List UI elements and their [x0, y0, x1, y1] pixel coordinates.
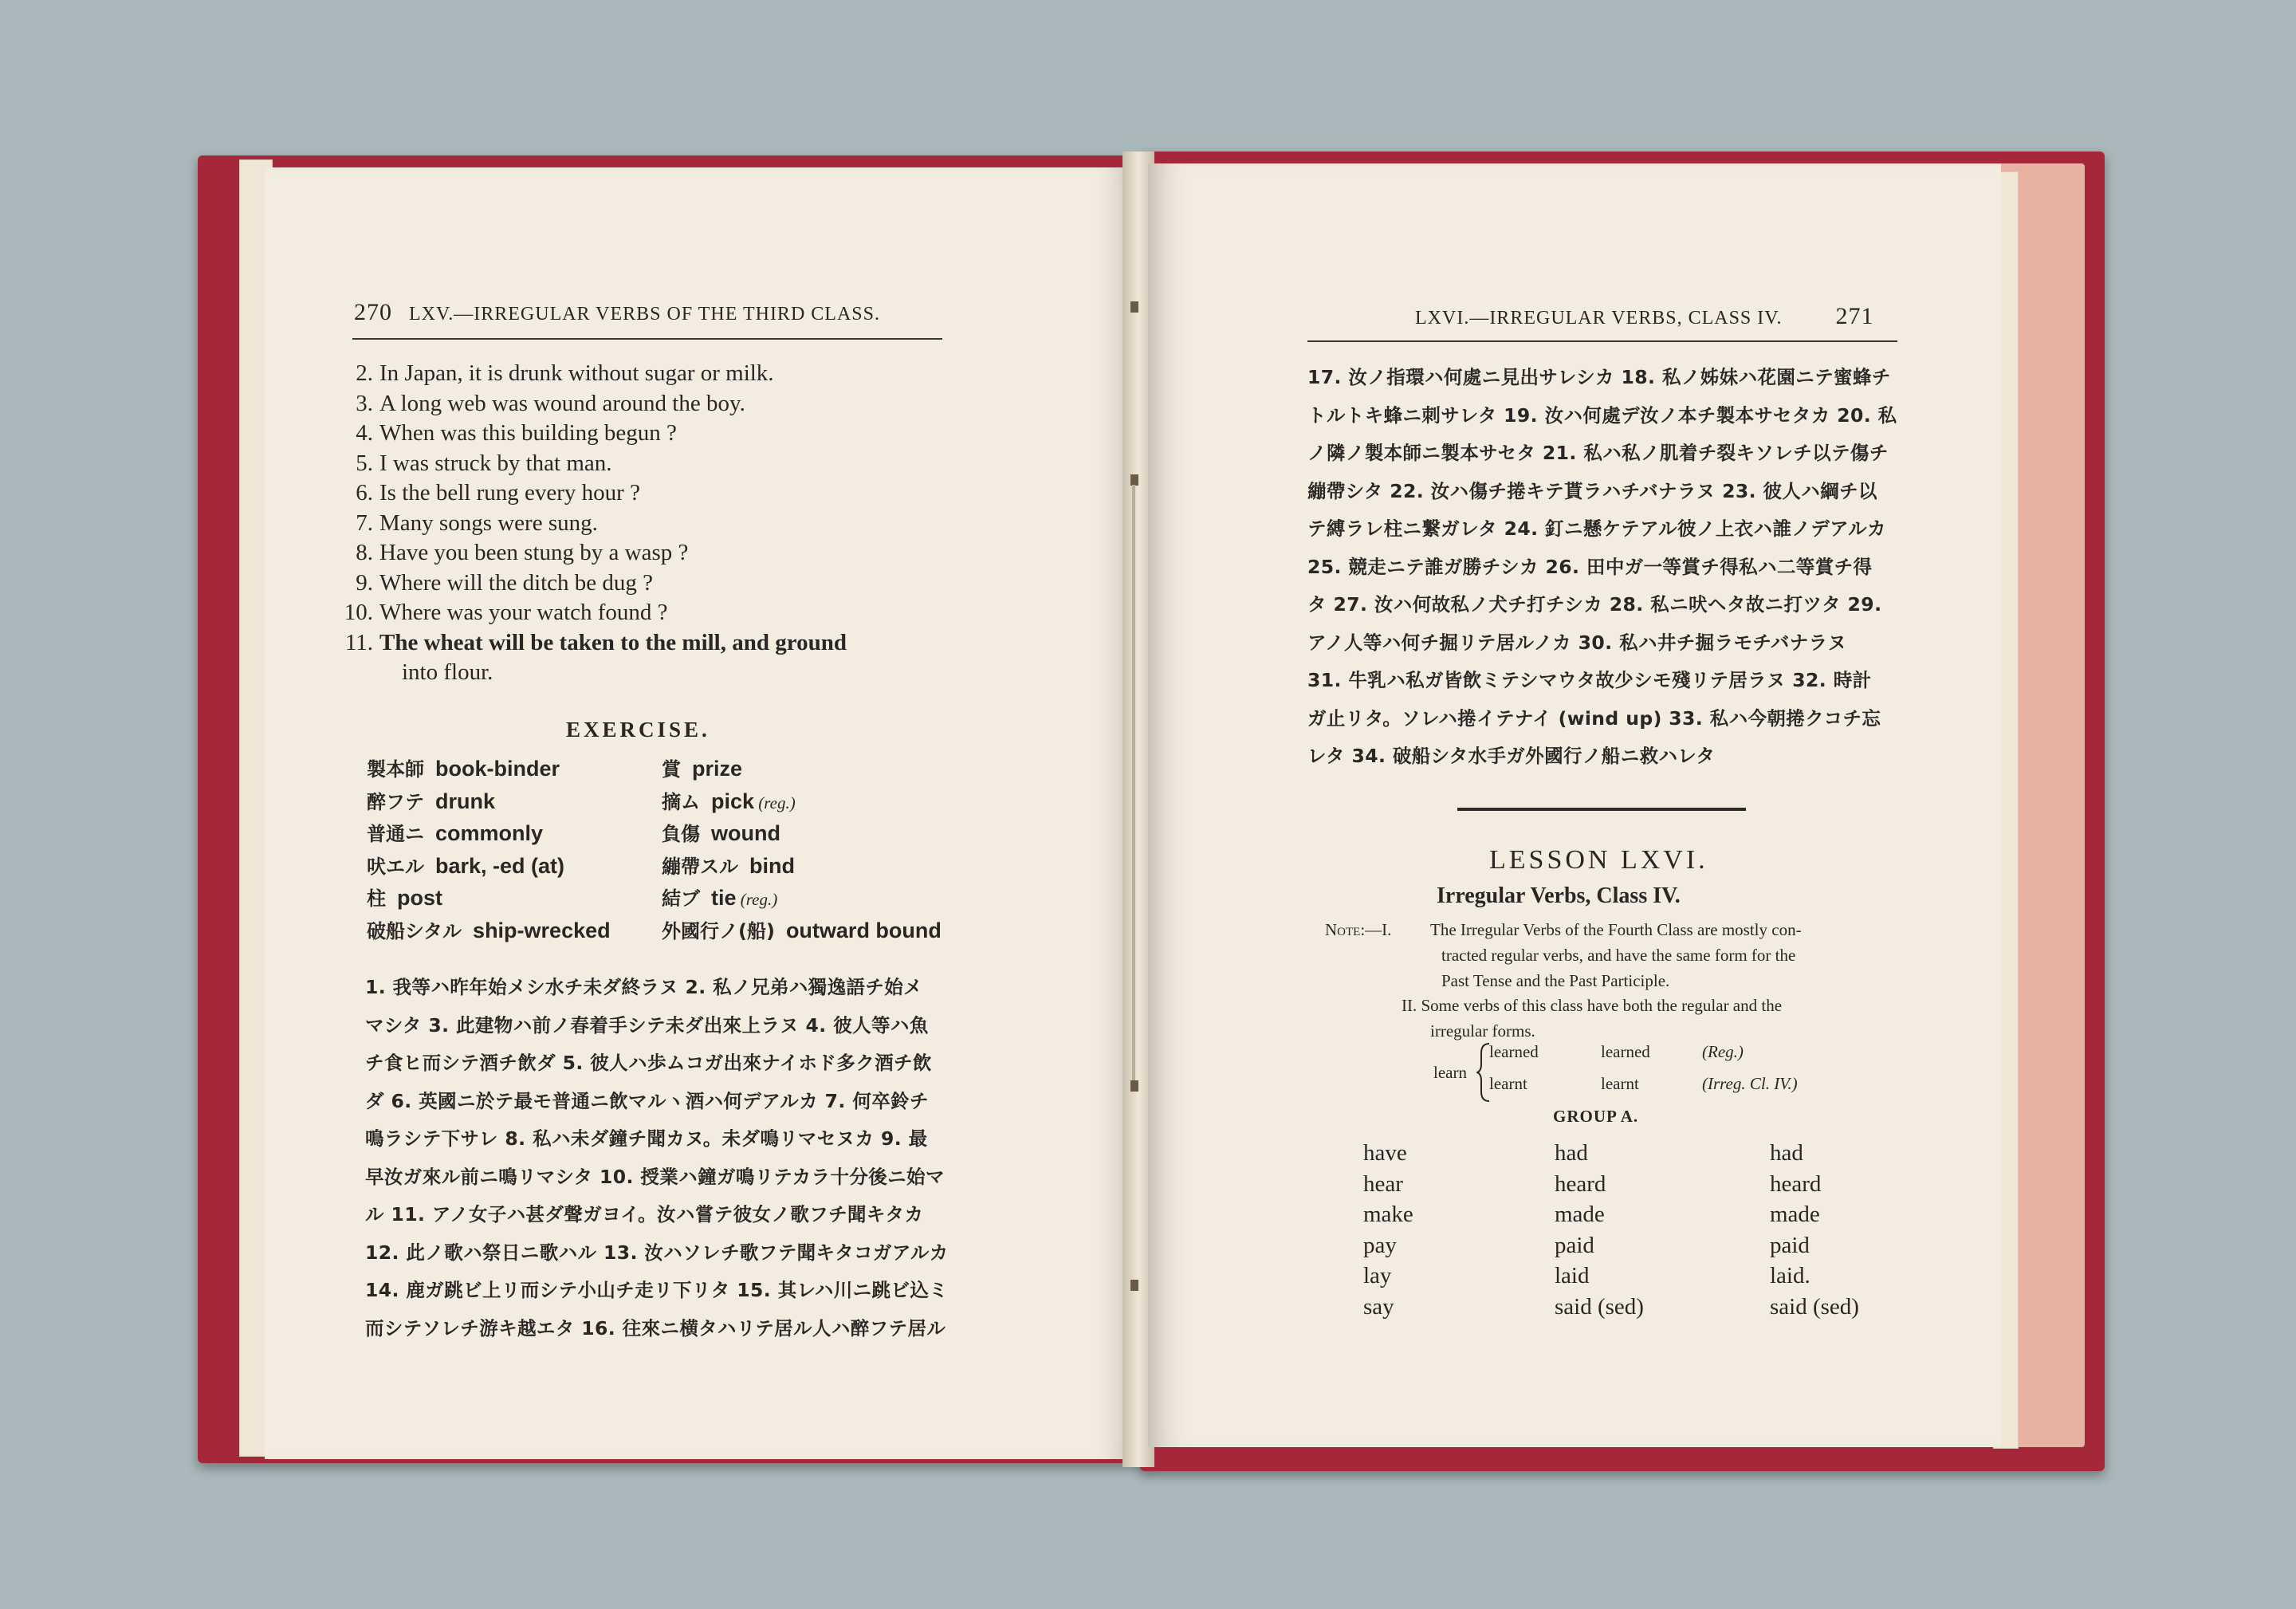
- sentence-number: 4.: [356, 420, 373, 446]
- japanese-line: 早汝ガ來ル前ニ鳴リマシタ 10. 授業ハ鐘ガ鳴リテカラ十分後ニ始マ: [365, 1165, 945, 1188]
- section-divider: [1457, 808, 1746, 811]
- stitch-thread: [1132, 485, 1135, 1091]
- note-second: [1402, 993, 1782, 1044]
- vocab-japanese: 摘ム: [662, 790, 700, 813]
- vocab-english: ship-wrecked: [473, 918, 611, 942]
- learn-row2-b: learnt: [1601, 1074, 1639, 1093]
- stitch: [1130, 1080, 1138, 1092]
- verb-cell: heard: [1770, 1170, 1822, 1197]
- vocab-entry: [367, 883, 442, 911]
- japanese-line: ノ隣ノ製本師ニ製本サセタ 21. 私ハ私ノ肌着チ裂キソレチ以テ傷チ: [1307, 442, 1889, 464]
- verb-cell: say: [1363, 1293, 1394, 1320]
- vocab-english: commonly: [435, 821, 544, 845]
- sentence-line: [330, 449, 847, 479]
- note-line: irregular forms.: [1430, 1021, 1535, 1041]
- sentence-text: A long web was wound around the boy.: [379, 390, 745, 416]
- vocab-entry: [367, 786, 495, 814]
- running-head-title: LXVI.—IRREGULAR VERBS, CLASS IV.: [1415, 308, 1783, 328]
- vocab-entry: [662, 786, 796, 814]
- stitch: [1130, 1280, 1138, 1291]
- vocab-entry: [662, 818, 780, 846]
- verb-cell: lay: [1363, 1263, 1392, 1288]
- japanese-line: タ 27. 汝ハ何故私ノ犬チ打チシカ 28. 私ニ吠ヘタ故ニ打ツタ 29.: [1307, 593, 1882, 616]
- japanese-exercise-text: [1307, 359, 1897, 776]
- vocab-japanese: 製本師: [367, 758, 424, 781]
- learn-row1-b: learned: [1601, 1042, 1650, 1061]
- vocab-japanese: 賞: [662, 758, 681, 781]
- sentence-number: 3.: [356, 390, 373, 416]
- verb-cell: paid: [1555, 1232, 1594, 1258]
- vocab-english: wound: [711, 821, 780, 845]
- sentence-text: Many songs were sung.: [379, 509, 598, 536]
- japanese-exercise-text: [365, 969, 949, 1347]
- vocab-english: book-binder: [435, 757, 560, 781]
- sentence-number: 9.: [356, 569, 373, 596]
- lesson-subtitle: Irregular Verbs, Class IV.: [1437, 883, 1681, 908]
- japanese-line: 25. 競走ニテ誰ガ勝チシカ 26. 田中ガ一等賞チ得私ハ二等賞チ得: [1307, 555, 1873, 578]
- sentence-line: [330, 389, 847, 419]
- verb-cell: made: [1770, 1202, 1820, 1227]
- vocab-entry: [662, 915, 942, 943]
- vocab-entry: [367, 915, 611, 943]
- japanese-line: トルトキ蜂ニ刺サレタ 19. 汝ハ何處デ汝ノ本チ製本サセタカ 20. 私: [1307, 403, 1897, 427]
- sentence-line: [330, 538, 847, 568]
- running-head-right: [1415, 303, 1874, 330]
- japanese-line: ル 11. アノ女子ハ甚ダ聲ガヨイ。汝ハ嘗テ彼女ノ歌フチ聞キタカ: [365, 1203, 924, 1225]
- vocab-english: bind: [749, 853, 795, 878]
- sentence-number: 5.: [356, 450, 373, 476]
- vocab-regular-marker: (reg.): [754, 793, 796, 812]
- sentence-text: When was this building begun ?: [379, 420, 677, 446]
- vocab-entry: [662, 753, 742, 781]
- sentence-list: [330, 359, 847, 688]
- note-first: [1430, 917, 1802, 993]
- exercise-title: EXERCISE.: [566, 718, 710, 742]
- vocab-entry: [662, 851, 795, 879]
- note-line: II. Some verbs of this class have both the regular and the: [1402, 996, 1783, 1015]
- japanese-line: レタ 34. 破船シタ水手ガ外國行ノ船ニ救ハレタ: [1307, 745, 1716, 767]
- vocab-regular-marker: (reg.): [736, 890, 778, 909]
- note-label-text: Note:—I.: [1325, 920, 1392, 939]
- sentence-text: In Japan, it is drunk without sugar or milk.: [379, 360, 774, 386]
- sentence-line: [330, 509, 847, 539]
- verb-cell: paid: [1770, 1232, 1810, 1258]
- sentence-text: Have you been stung by a wasp ?: [379, 540, 689, 565]
- right-page: [1148, 163, 2001, 1447]
- sentence-text: Where was your watch found ?: [379, 600, 668, 625]
- stitch: [1130, 474, 1138, 486]
- header-rule: [1307, 340, 1897, 342]
- left-page: [265, 167, 1134, 1459]
- learn-example: [1433, 1063, 1467, 1083]
- sentence-line: [330, 419, 847, 449]
- header-rule: [352, 338, 942, 340]
- sentence-line: [330, 628, 847, 659]
- verb-cell: said (sed): [1770, 1293, 1859, 1320]
- vocab-english: bark, -ed (at): [435, 853, 565, 878]
- japanese-line: 1. 我等ハ昨年始メシ水チ未ダ終ラヌ 2. 私ノ兄弟ハ獨逸語チ始メ: [365, 976, 923, 998]
- japanese-line: アノ人等ハ何チ掘リテ居ルノカ 30. 私ハ井チ掘ラモチバナラヌ: [1307, 631, 1847, 654]
- verb-cell: made: [1555, 1202, 1605, 1227]
- group-label: GROUP A.: [1553, 1107, 1639, 1126]
- sentence-number: 6.: [356, 480, 373, 506]
- sentence-text: Where will the ditch be dug ?: [379, 569, 654, 596]
- learn-head: learn: [1433, 1063, 1467, 1082]
- note-line: tracted regular verbs, and have the same form for the: [1441, 946, 1796, 965]
- verb-cell: have: [1363, 1140, 1407, 1166]
- sentence-line: [330, 359, 847, 389]
- vocab-japanese: 吠エル: [367, 855, 424, 878]
- japanese-line: チ食ヒ而シテ酒チ飲ダ 5. 彼人ハ歩ムコガ出來ナイホド多ク酒チ飲: [365, 1052, 932, 1074]
- sentence-continuation: into flour.: [402, 659, 493, 685]
- vocab-entry: [367, 851, 564, 879]
- vocab-japanese: 外國行ノ(船): [662, 919, 775, 942]
- vocab-japanese: 負傷: [662, 823, 700, 845]
- sentence-number: 8.: [356, 540, 373, 565]
- verb-cell: said (sed): [1555, 1293, 1644, 1320]
- running-head-title: LXV.—IRREGULAR VERBS OF THE THIRD CLASS.: [409, 304, 880, 325]
- vocab-japanese: 繃帶スル: [662, 855, 738, 878]
- verb-cell: laid: [1555, 1263, 1590, 1288]
- japanese-line: 31. 牛乳ハ私ガ皆飲ミテシマウタ故少シモ殘リテ居ラヌ 32. 時計: [1307, 669, 1872, 691]
- vocab-english: prize: [692, 757, 743, 781]
- japanese-line: ガ止リタ。ソレハ捲イテナイ (wind up) 33. 私ハ今朝捲クコチ忘: [1307, 706, 1881, 730]
- sentence-number: 7.: [356, 509, 373, 536]
- vocab-japanese: 柱: [367, 887, 386, 910]
- vocab-english: post: [397, 886, 442, 910]
- vocab-english: outward bound: [785, 918, 942, 942]
- verb-cell: hear: [1363, 1170, 1403, 1197]
- sentence-line: [330, 598, 847, 628]
- vocab-entry: [367, 753, 560, 781]
- vocab-japanese: 普通ニ: [367, 823, 424, 845]
- sentence-number: 11.: [344, 629, 373, 655]
- sentence-line: [330, 478, 847, 509]
- learn-row2-c: (Irreg. Cl. IV.): [1702, 1074, 1798, 1093]
- vocab-japanese: 醉フテ: [367, 790, 424, 813]
- running-head-left: [354, 299, 880, 326]
- note-line: The Irregular Verbs of the Fourth Class are mostly con-: [1430, 920, 1802, 939]
- page-number: 270: [354, 299, 392, 325]
- verb-cell: pay: [1363, 1232, 1397, 1258]
- japanese-line: マシタ 3. 此建物ハ前ノ春着手シテ未ダ出來上ラヌ 4. 彼人等ハ魚: [365, 1013, 929, 1037]
- vocab-japanese: 結ブ: [662, 887, 700, 910]
- japanese-line: 繃帶シタ 22. 汝ハ傷チ捲キテ貰ラハチバナラヌ 23. 彼人ハ綱チ以: [1307, 479, 1877, 502]
- vocab-entry: [662, 883, 777, 911]
- verb-cell: had: [1770, 1140, 1803, 1166]
- vocab-english: drunk: [435, 789, 496, 813]
- sentence-number: 2.: [356, 360, 373, 386]
- sentence-number: 10.: [344, 600, 373, 625]
- japanese-line: ダ 6. 英國ニ於テ最モ普通ニ飲マルヽ酒ハ何デアルカ 7. 何卒鈴チ: [365, 1089, 929, 1112]
- vocab-entry: [367, 818, 543, 846]
- verb-cell: heard: [1555, 1170, 1606, 1197]
- verb-cell: make: [1363, 1202, 1413, 1227]
- japanese-line: 而シテソレチ游キ越エタ 16. 往來ニ横タハリテ居ル人ハ醉フテ居ル: [365, 1316, 946, 1340]
- sentence-line: [330, 568, 847, 599]
- learn-row2-a: learnt: [1489, 1074, 1527, 1093]
- japanese-line: 17. 汝ノ指環ハ何處ニ見出サレシカ 18. 私ノ姊妹ハ花園ニテ蜜蜂チ: [1307, 366, 1891, 388]
- japanese-line: 14. 鹿ガ跳ビ上リ而シテ小山チ走リ下リタ 15. 其レハ川ニ跳ビ込ミ: [365, 1279, 949, 1301]
- lesson-title: LESSON LXVI.: [1489, 845, 1708, 875]
- learn-row1-c: (Reg.): [1702, 1042, 1744, 1061]
- japanese-line: テ縛ラレ柱ニ繋ガレタ 24. 釘ニ懸ケテアル彼ノ上衣ハ誰ノデアルカ: [1307, 517, 1886, 540]
- sentence-text: The wheat will be taken to the mill, and ground: [379, 629, 847, 655]
- stitch: [1130, 301, 1138, 313]
- vocab-english: tie: [711, 886, 737, 910]
- page-number: 271: [1835, 303, 1874, 329]
- verb-cell: laid.: [1770, 1263, 1810, 1288]
- vocab-japanese: 破船シタル: [367, 919, 462, 942]
- japanese-line: 12. 此ノ歌ハ祭日ニ歌ハル 13. 汝ハソレチ歌フテ聞キタコガアルカ: [365, 1241, 949, 1264]
- verb-cell: had: [1555, 1140, 1588, 1166]
- learn-row1-a: learned: [1489, 1042, 1539, 1061]
- note-line: Past Tense and the Past Participle.: [1441, 971, 1670, 990]
- japanese-line: 鳴ラシテ下サレ 8. 私ハ未ダ鐘チ聞カヌ。未ダ鳴リマセヌカ 9. 最: [365, 1127, 928, 1150]
- vocab-english: pick: [711, 789, 755, 813]
- sentence-text: Is the bell rung every hour ?: [379, 480, 640, 506]
- note-label: [1325, 917, 1391, 942]
- sentence-text: I was struck by that man.: [379, 450, 612, 476]
